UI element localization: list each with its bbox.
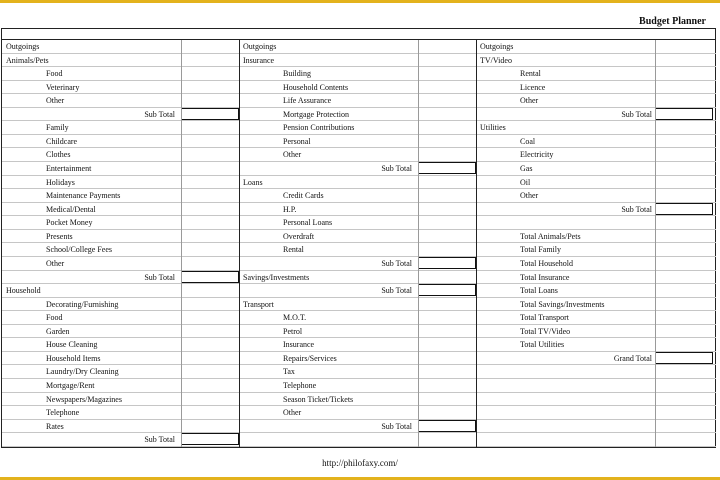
- table-row: [2, 243, 239, 257]
- item-label: Newspapers/Magazines: [46, 394, 122, 404]
- table-row: [476, 162, 716, 176]
- table-row: [2, 162, 239, 176]
- table-row: [239, 40, 476, 54]
- item-label: Other: [283, 150, 302, 160]
- category-label: Savings/Investments: [243, 272, 310, 282]
- table-row: [2, 135, 239, 149]
- table-row: [476, 189, 716, 203]
- item-label: Holidays: [46, 177, 75, 187]
- category-label: Outgoings: [6, 42, 40, 51]
- subtotal-amount-box[interactable]: [655, 203, 713, 215]
- table-row: [239, 298, 476, 312]
- table-row: [2, 338, 239, 352]
- table-row: [2, 352, 239, 366]
- item-label: Total TV/Video: [520, 326, 571, 336]
- table-row: [239, 189, 476, 203]
- table-row: [2, 298, 239, 312]
- subtotal-label: Sub Total: [144, 109, 175, 119]
- item-label: Other: [46, 258, 65, 268]
- table-row: [476, 176, 716, 190]
- column-3: [476, 40, 716, 447]
- table-row: [476, 365, 716, 379]
- table-row: [239, 94, 476, 108]
- item-label: Pension Contributions: [283, 123, 355, 133]
- category-label: TV/Video: [480, 55, 512, 65]
- item-label: Telephone: [46, 408, 80, 418]
- table-row: [239, 108, 476, 122]
- table-row: [2, 325, 239, 339]
- table-row: [476, 311, 716, 325]
- item-label: Building: [283, 69, 312, 79]
- table-row: [239, 365, 476, 379]
- table-row: [2, 176, 239, 190]
- item-label: Personal Loans: [283, 218, 333, 228]
- table-row: [476, 230, 716, 244]
- item-label: Food: [46, 313, 63, 323]
- table-row: [476, 393, 716, 407]
- table-row: [2, 148, 239, 162]
- item-label: Overdraft: [283, 231, 315, 241]
- subtotal-amount-box[interactable]: [181, 108, 239, 120]
- item-label: Rental: [283, 245, 304, 255]
- category-label: Loans: [243, 177, 263, 187]
- item-label: Licence: [520, 82, 546, 92]
- item-label: M.O.T.: [283, 313, 307, 323]
- item-label: Clothes: [46, 150, 71, 160]
- subtotal-label: Sub Total: [381, 421, 412, 431]
- column-divider: [476, 40, 477, 447]
- table-row: [2, 311, 239, 325]
- table-row: [476, 243, 716, 257]
- table-row: [239, 311, 476, 325]
- table-row: [476, 271, 716, 285]
- table-row: [476, 420, 716, 434]
- table-row: [239, 148, 476, 162]
- table-row: [2, 216, 239, 230]
- table-row: [2, 406, 239, 420]
- item-label: Garden: [46, 326, 70, 336]
- item-label: Total Animals/Pets: [520, 231, 581, 241]
- table-row: [2, 54, 239, 68]
- table-row: [476, 135, 716, 149]
- table-row: [239, 271, 476, 285]
- item-label: Total Family: [520, 245, 561, 255]
- item-label: Oil: [520, 177, 531, 187]
- table-row: [476, 379, 716, 393]
- subtotal-amount-box[interactable]: [181, 433, 239, 445]
- table-row: [239, 121, 476, 135]
- item-label: Insurance: [283, 340, 315, 350]
- subtotal-label: Sub Total: [381, 258, 412, 268]
- item-label: Maintenance Payments: [46, 191, 121, 201]
- table-row: [476, 325, 716, 339]
- item-label: Life Assurance: [283, 96, 332, 106]
- table-row: [476, 338, 716, 352]
- item-label: Mortgage Protection: [283, 109, 349, 119]
- table-row: [2, 121, 239, 135]
- table-row: [239, 393, 476, 407]
- table-row: [239, 352, 476, 366]
- item-label: Mortgage/Rent: [46, 381, 95, 390]
- page-title: Budget Planner: [639, 16, 706, 27]
- column-2: [239, 40, 476, 447]
- subtotal-label: Sub Total: [144, 435, 175, 445]
- table-row: [2, 40, 239, 54]
- item-label: Rental: [520, 69, 541, 79]
- table-row: [2, 67, 239, 81]
- subtotal-label: Sub Total: [381, 286, 412, 296]
- table-row: [239, 325, 476, 339]
- table-row: [476, 298, 716, 312]
- item-label: Total Savings/Investments: [520, 299, 605, 309]
- subtotal-amount-box[interactable]: [655, 352, 713, 364]
- item-label: Credit Cards: [283, 191, 324, 201]
- table-row: [239, 176, 476, 190]
- table-row: [239, 433, 476, 447]
- item-label: Family: [46, 123, 69, 133]
- item-label: Total Loans: [520, 286, 558, 296]
- item-label: Childcare: [46, 136, 78, 146]
- table-row: [239, 243, 476, 257]
- table-row: [239, 379, 476, 393]
- table-row: [476, 121, 716, 135]
- table-row: [476, 81, 716, 95]
- item-label: Tax: [283, 367, 295, 377]
- table-row: [239, 81, 476, 95]
- item-label: Presents: [46, 231, 73, 241]
- item-label: Electricity: [520, 150, 554, 160]
- table-row: [476, 284, 716, 298]
- item-label: Total Household: [520, 258, 573, 268]
- footer-url: http://philofaxy.com/: [322, 458, 398, 468]
- table-row: [239, 203, 476, 217]
- table-row: [476, 257, 716, 271]
- table-row: [239, 406, 476, 420]
- category-label: Outgoings: [243, 42, 277, 51]
- subtotal-label: Sub Total: [621, 109, 652, 119]
- table-row: [2, 189, 239, 203]
- table-row: [2, 284, 239, 298]
- subtotal-label: Sub Total: [381, 164, 412, 174]
- category-label: Animals/Pets: [6, 55, 49, 65]
- category-label: Outgoings: [480, 42, 514, 51]
- table-row: [239, 338, 476, 352]
- item-label: Food: [46, 69, 63, 79]
- item-label: Total Utilities: [520, 340, 565, 350]
- subtotal-amount-box[interactable]: [418, 420, 476, 432]
- table-row: [2, 257, 239, 271]
- item-label: House Cleaning: [46, 340, 98, 350]
- item-label: Household Contents: [283, 82, 349, 92]
- item-label: Telephone: [283, 381, 317, 390]
- category-label: Household: [6, 286, 41, 296]
- item-label: Other: [520, 96, 539, 106]
- amount-column-divider: [418, 40, 419, 447]
- subtotal-amount-box[interactable]: [181, 271, 239, 283]
- item-label: Coal: [520, 136, 536, 146]
- table-row: [476, 148, 716, 162]
- table-row: [2, 94, 239, 108]
- table-row: [2, 203, 239, 217]
- table-row: [2, 393, 239, 407]
- table-row: [2, 365, 239, 379]
- item-label: Medical/Dental: [46, 204, 96, 214]
- table-row: [2, 81, 239, 95]
- table-row: [2, 420, 239, 434]
- item-label: H.P.: [283, 204, 297, 214]
- table-row: [239, 67, 476, 81]
- table-row: [2, 230, 239, 244]
- top-border: [0, 0, 720, 3]
- table-row: [476, 216, 716, 230]
- subtotal-amount-box[interactable]: [418, 284, 476, 296]
- table-row: [239, 135, 476, 149]
- item-label: Repairs/Services: [283, 353, 337, 363]
- item-label: Total Insurance: [520, 272, 570, 282]
- subtotal-amount-box[interactable]: [655, 108, 713, 120]
- table-row: [239, 54, 476, 68]
- item-label: Rates: [46, 421, 64, 431]
- item-label: Pocket Money: [46, 218, 93, 228]
- item-label: Other: [520, 191, 539, 201]
- item-label: Total Transport: [520, 313, 569, 323]
- subtotal-amount-box[interactable]: [418, 257, 476, 269]
- table-row: [476, 40, 716, 54]
- table-row: [239, 230, 476, 244]
- table-row: [476, 406, 716, 420]
- category-label: Transport: [243, 299, 274, 309]
- item-label: Other: [283, 408, 302, 418]
- item-label: Petrol: [283, 326, 303, 336]
- item-label: Gas: [520, 164, 533, 174]
- item-label: Season Ticket/Tickets: [283, 394, 354, 404]
- item-label: Entertainment: [46, 164, 92, 174]
- header-box: [1, 28, 716, 40]
- table-row: [476, 54, 716, 68]
- item-label: School/College Fees: [46, 245, 112, 255]
- item-label: Other: [46, 96, 65, 106]
- table-row: [239, 216, 476, 230]
- budget-grid: [1, 40, 716, 448]
- subtotal-label: Grand Total: [613, 353, 652, 363]
- column-1: [2, 40, 239, 447]
- table-row: [476, 433, 716, 447]
- table-row: [476, 67, 716, 81]
- column-divider: [239, 40, 240, 447]
- subtotal-label: Sub Total: [621, 204, 652, 214]
- table-row: [476, 94, 716, 108]
- amount-column-divider: [655, 40, 656, 447]
- subtotal-amount-box[interactable]: [418, 162, 476, 174]
- item-label: Personal: [283, 136, 311, 146]
- item-label: Veterinary: [46, 82, 80, 92]
- category-label: Insurance: [243, 55, 275, 65]
- subtotal-label: Sub Total: [144, 272, 175, 282]
- amount-column-divider: [181, 40, 182, 447]
- item-label: Laundry/Dry Cleaning: [46, 367, 119, 377]
- item-label: Household Items: [46, 353, 101, 363]
- category-label: Utilities: [480, 123, 506, 133]
- item-label: Decorating/Furnishing: [46, 299, 119, 309]
- table-row: [2, 379, 239, 393]
